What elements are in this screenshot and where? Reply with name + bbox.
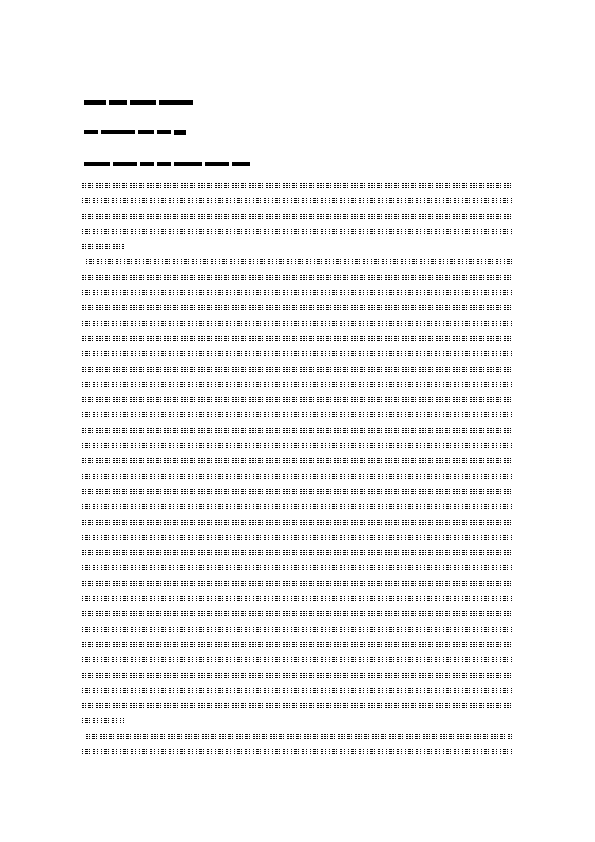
text-line — [82, 626, 512, 632]
text-line — [82, 427, 512, 433]
text-line — [82, 503, 512, 509]
text-line — [82, 610, 512, 616]
text-line — [82, 243, 124, 249]
document-header-line-1 — [84, 98, 193, 106]
paragraph — [82, 733, 512, 754]
text-line — [86, 258, 512, 264]
paragraph — [82, 258, 512, 723]
text-line — [82, 748, 512, 754]
text-line — [82, 381, 512, 387]
text-line — [82, 595, 512, 601]
text-line — [82, 488, 512, 494]
text-line — [82, 656, 512, 662]
text-line — [82, 350, 512, 356]
text-line — [82, 672, 512, 678]
text-line — [82, 717, 124, 723]
text-line — [82, 564, 512, 570]
text-line — [82, 641, 512, 647]
text-line — [82, 304, 512, 310]
text-line — [82, 320, 512, 326]
body-text — [82, 182, 512, 763]
document-header-line-2 — [84, 128, 186, 136]
text-line — [82, 335, 512, 341]
text-line — [82, 411, 512, 417]
text-line — [82, 549, 512, 555]
text-line — [82, 702, 512, 708]
text-line — [82, 228, 512, 234]
text-line — [82, 366, 512, 372]
text-line — [82, 213, 512, 219]
text-line — [82, 274, 512, 280]
text-line — [82, 442, 512, 448]
text-line — [82, 473, 512, 479]
text-line — [82, 580, 512, 586]
section-heading — [84, 160, 250, 168]
text-line — [82, 289, 512, 295]
text-line — [86, 733, 512, 739]
text-line — [82, 534, 512, 540]
text-line — [82, 396, 512, 402]
text-line — [82, 687, 512, 693]
text-line — [82, 519, 512, 525]
text-line — [82, 457, 512, 463]
paragraph — [82, 182, 512, 249]
text-line — [82, 182, 512, 188]
text-line — [82, 197, 512, 203]
